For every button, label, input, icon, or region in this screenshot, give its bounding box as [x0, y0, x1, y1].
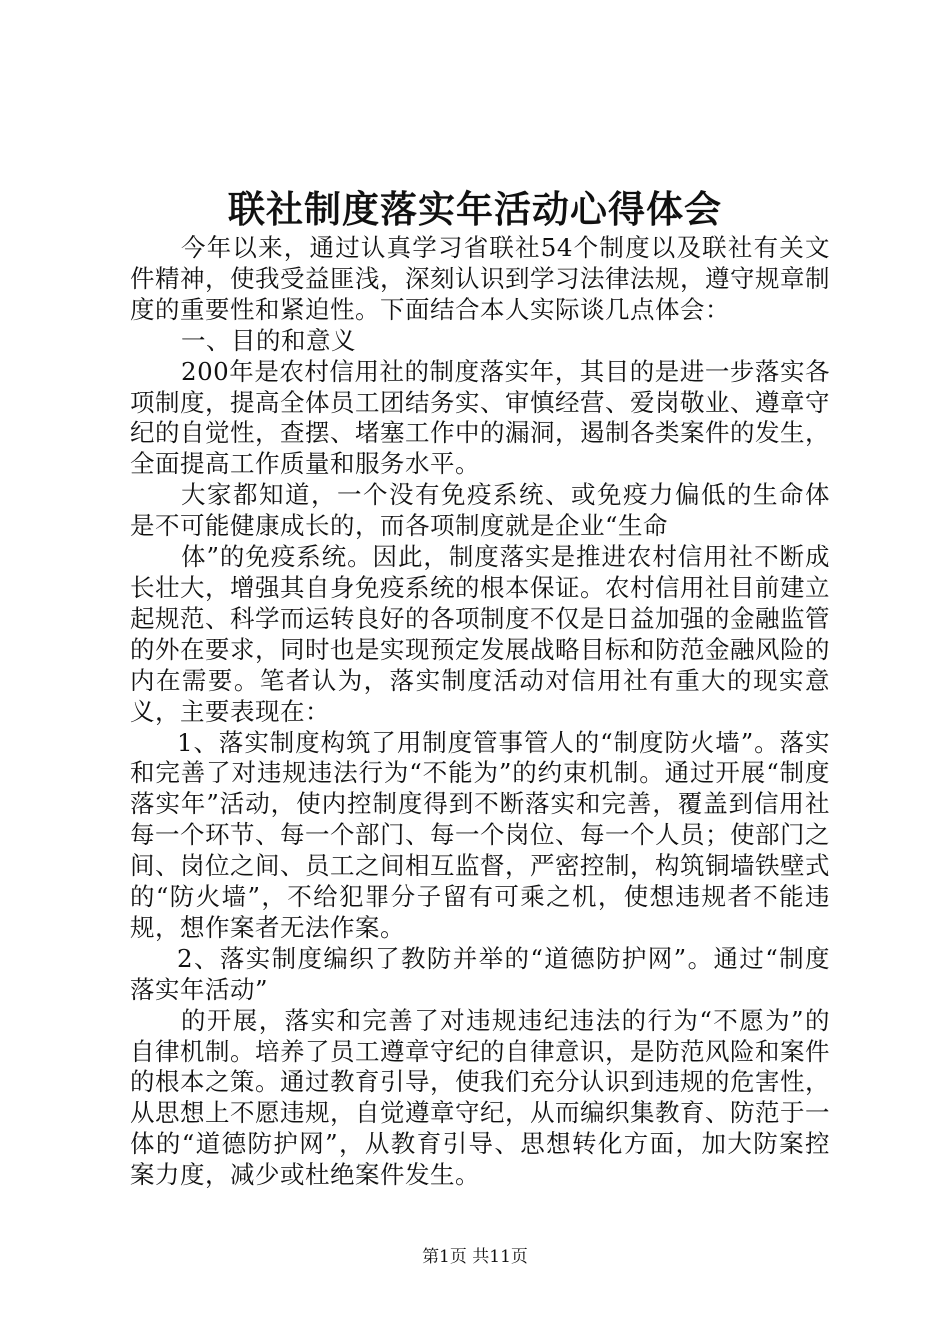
- paragraph-intro: 今年以来，通过认真学习省联社54个制度以及联社有关文件精神，使我受益匪浅，深刻认识到学习法律法规，遵守规章制度的重要性和紧迫性。下面结合本人实际谈几点体会：: [130, 233, 830, 324]
- page-number-footer: 第1页 共11页: [422, 1247, 528, 1267]
- paragraph-immune-system-part-2: 体”的免疫系统。因此，制度落实是推进农村信用社不断成长壮大，增强其自身免疫系统的根本保证。农村信用社目前建立起规范、科学而运转良好的各项制度不仅是日益加强的金融监管的外在要求，同时也是实现预定发展战略目标和防范金融风险的内在需要。笔者认为，落实制度活动对信用社有重大的现实意义，主要表现在：: [130, 542, 830, 726]
- document-title: 联社制度落实年活动心得体会: [228, 187, 722, 231]
- document-body: [130, 233, 830, 1191]
- paragraph-point-2-body: 的开展，落实和完善了对违规违纪违法的行为“不愿为”的自律机制。培养了员工遵章守纪的自律意识，是防范风险和案件的根本之策。通过教育引导，使我们充分认识到违规的危害性，从思想上不愿违规，自觉遵章守纪，从而编织集教育、防范于一体的“道德防护网”，从教育引导、思想转化方面，加大防案控案力度，减少或杜绝案件发生。: [130, 1005, 830, 1190]
- paragraph-point-1: 1、落实制度构筑了用制度管事管人的“制度防火墙”。落实和完善了对违规违法行为“不能为”的约束机制。通过开展“制度落实年”活动，使内控制度得到不断落实和完善，覆盖到信用社每一个环节、每一个部门、每一个岗位、每一个人员；使部门之间、岗位之间、员工之间相互监督，严密控制，构筑铜墙铁壁式的“防火墙”，不给犯罪分子留有可乘之机，使想违规者不能违规，想作案者无法作案。: [130, 727, 830, 942]
- section-heading-purpose: 一、目的和意义: [181, 325, 356, 355]
- paragraph-point-2-heading: 2、落实制度编织了教防并举的“道德防护网”。通过“制度落实年活动”: [130, 943, 830, 1004]
- paragraph-purpose: 200年是农村信用社的制度落实年，其目的是进一步落实各项制度，提高全体员工团结务实、审慎经营、爱岗敬业、遵章守纪的自觉性，查摆、堵塞工作中的漏洞，遏制各类案件的发生，全面提高工作质量和服务水平。: [130, 356, 830, 479]
- paragraph-immune-system-part-1: 大家都知道，一个没有免疫系统、或免疫力偏低的生命体是不可能健康成长的，而各项制度就是企业“生命: [130, 480, 830, 541]
